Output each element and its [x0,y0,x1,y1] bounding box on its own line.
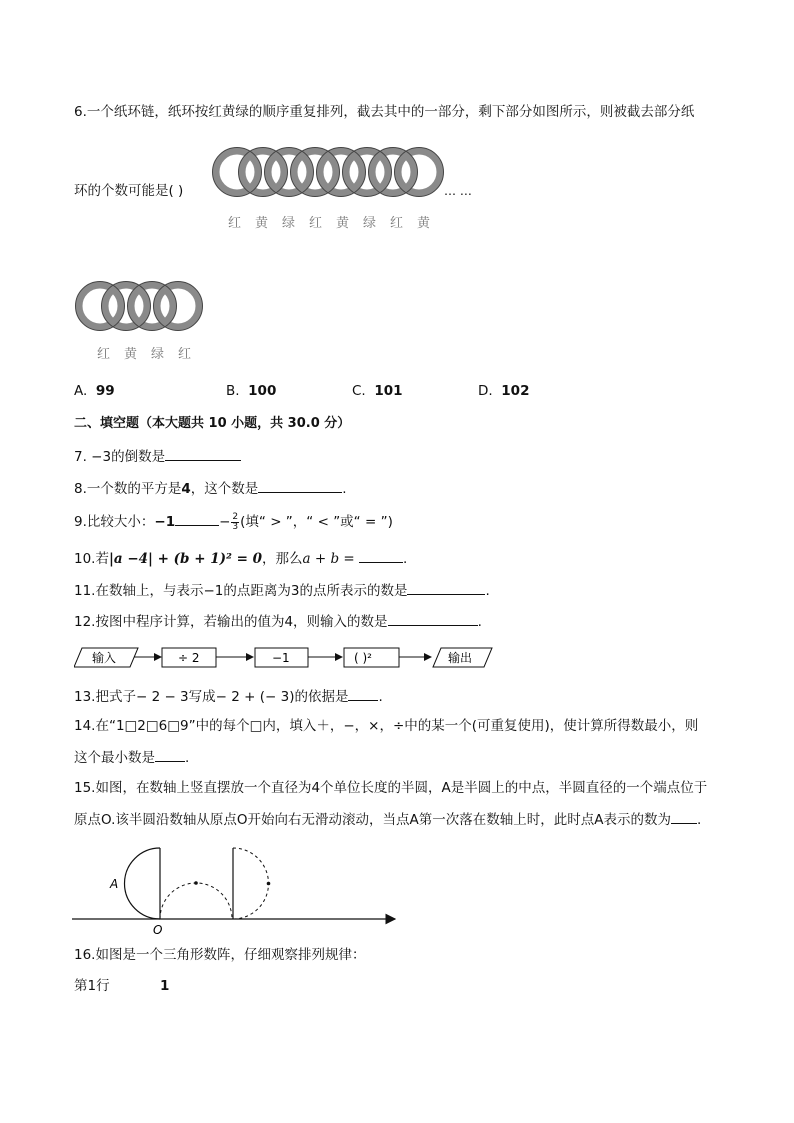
q14-line2: 这个最小数是 . [74,747,189,768]
flow-output-label: 输出 [448,651,473,665]
flow-divide-label: ÷ 2 [178,651,200,665]
flow-minus-label: −1 [272,651,290,665]
q16-stem: 16.如图是一个三角形数阵，仔细观察排列规律： [74,947,366,963]
q15-line1: 15.如图，在数轴上竖直摆放一个直径为4个单位长度的半圆，A是半圆上的中点，半圆直径的一个端点位于 [74,780,708,796]
flow-square-label: ( )² [354,651,372,665]
origin-o-label: O [153,923,163,937]
chain-short-labels: 红黄绿红 [97,347,206,362]
chain-long-labels: 红黄绿红黄绿红黄 [228,216,445,231]
ring-chain-long [212,144,447,204]
q11: 11.在数轴上，与表示−1的点距离为3的点所表示的数是 . [74,580,490,601]
q6-stem-line1: 6.一个纸环链，纸环按红黄绿的顺序重复排列，截去其中的一部分，剩下部分如图所示，则被截去部分纸 [74,104,695,120]
q14-line1: 14.在“1□2□6□9”中的每个□内，填入＋，−，×，÷中的某一个(可重复使用)，使计算所得数最小，则 [74,718,699,734]
q16-row-value: 1 [160,978,170,994]
q6-ellipsis: … … [444,184,472,198]
q8: 8.一个数的平方是4，这个数是 . [74,478,347,499]
option-b: B. 100 [226,383,277,399]
q16-row-label: 第1行 [74,978,110,994]
fraction: $\frac{2}{3}$ [232,511,239,532]
ring-chain-short [74,278,208,338]
point-a-label: A [110,877,119,891]
program-flowchart [74,646,494,670]
q9: 9.比较大小：−1 − $\frac{2}{3}$ (填“ > ”，“ < ”或“ = ”) [74,511,393,532]
q15-line2: 原点O.该半圆沿数轴从原点O开始向右无滑动滚动，当点A第一次落在数轴上时，此时点A表示的数为 . [74,809,701,830]
section-title: 二、填空题（本大题共 10 小题，共 30.0 分） [74,416,351,431]
q7: 7. −3的倒数是 [74,446,241,467]
option-c: C. 101 [352,383,403,399]
option-a: A. 99 [74,383,115,399]
q12: 12.按图中程序计算，若输出的值为4，则输入的数是 . [74,611,482,632]
q13: 13.把式子− 2 − 3写成− 2 + (− 3)的依据是 . [74,686,383,707]
q10: 10.若|a −4| + (b + 1)² = 0，那么a + b = . [74,548,407,569]
rolling-semicircle-figure [70,840,410,940]
option-d: D. 102 [478,383,530,399]
flow-input-label: 输入 [92,651,117,665]
q6-stem-line2: 环的个数可能是( ) [74,183,184,199]
